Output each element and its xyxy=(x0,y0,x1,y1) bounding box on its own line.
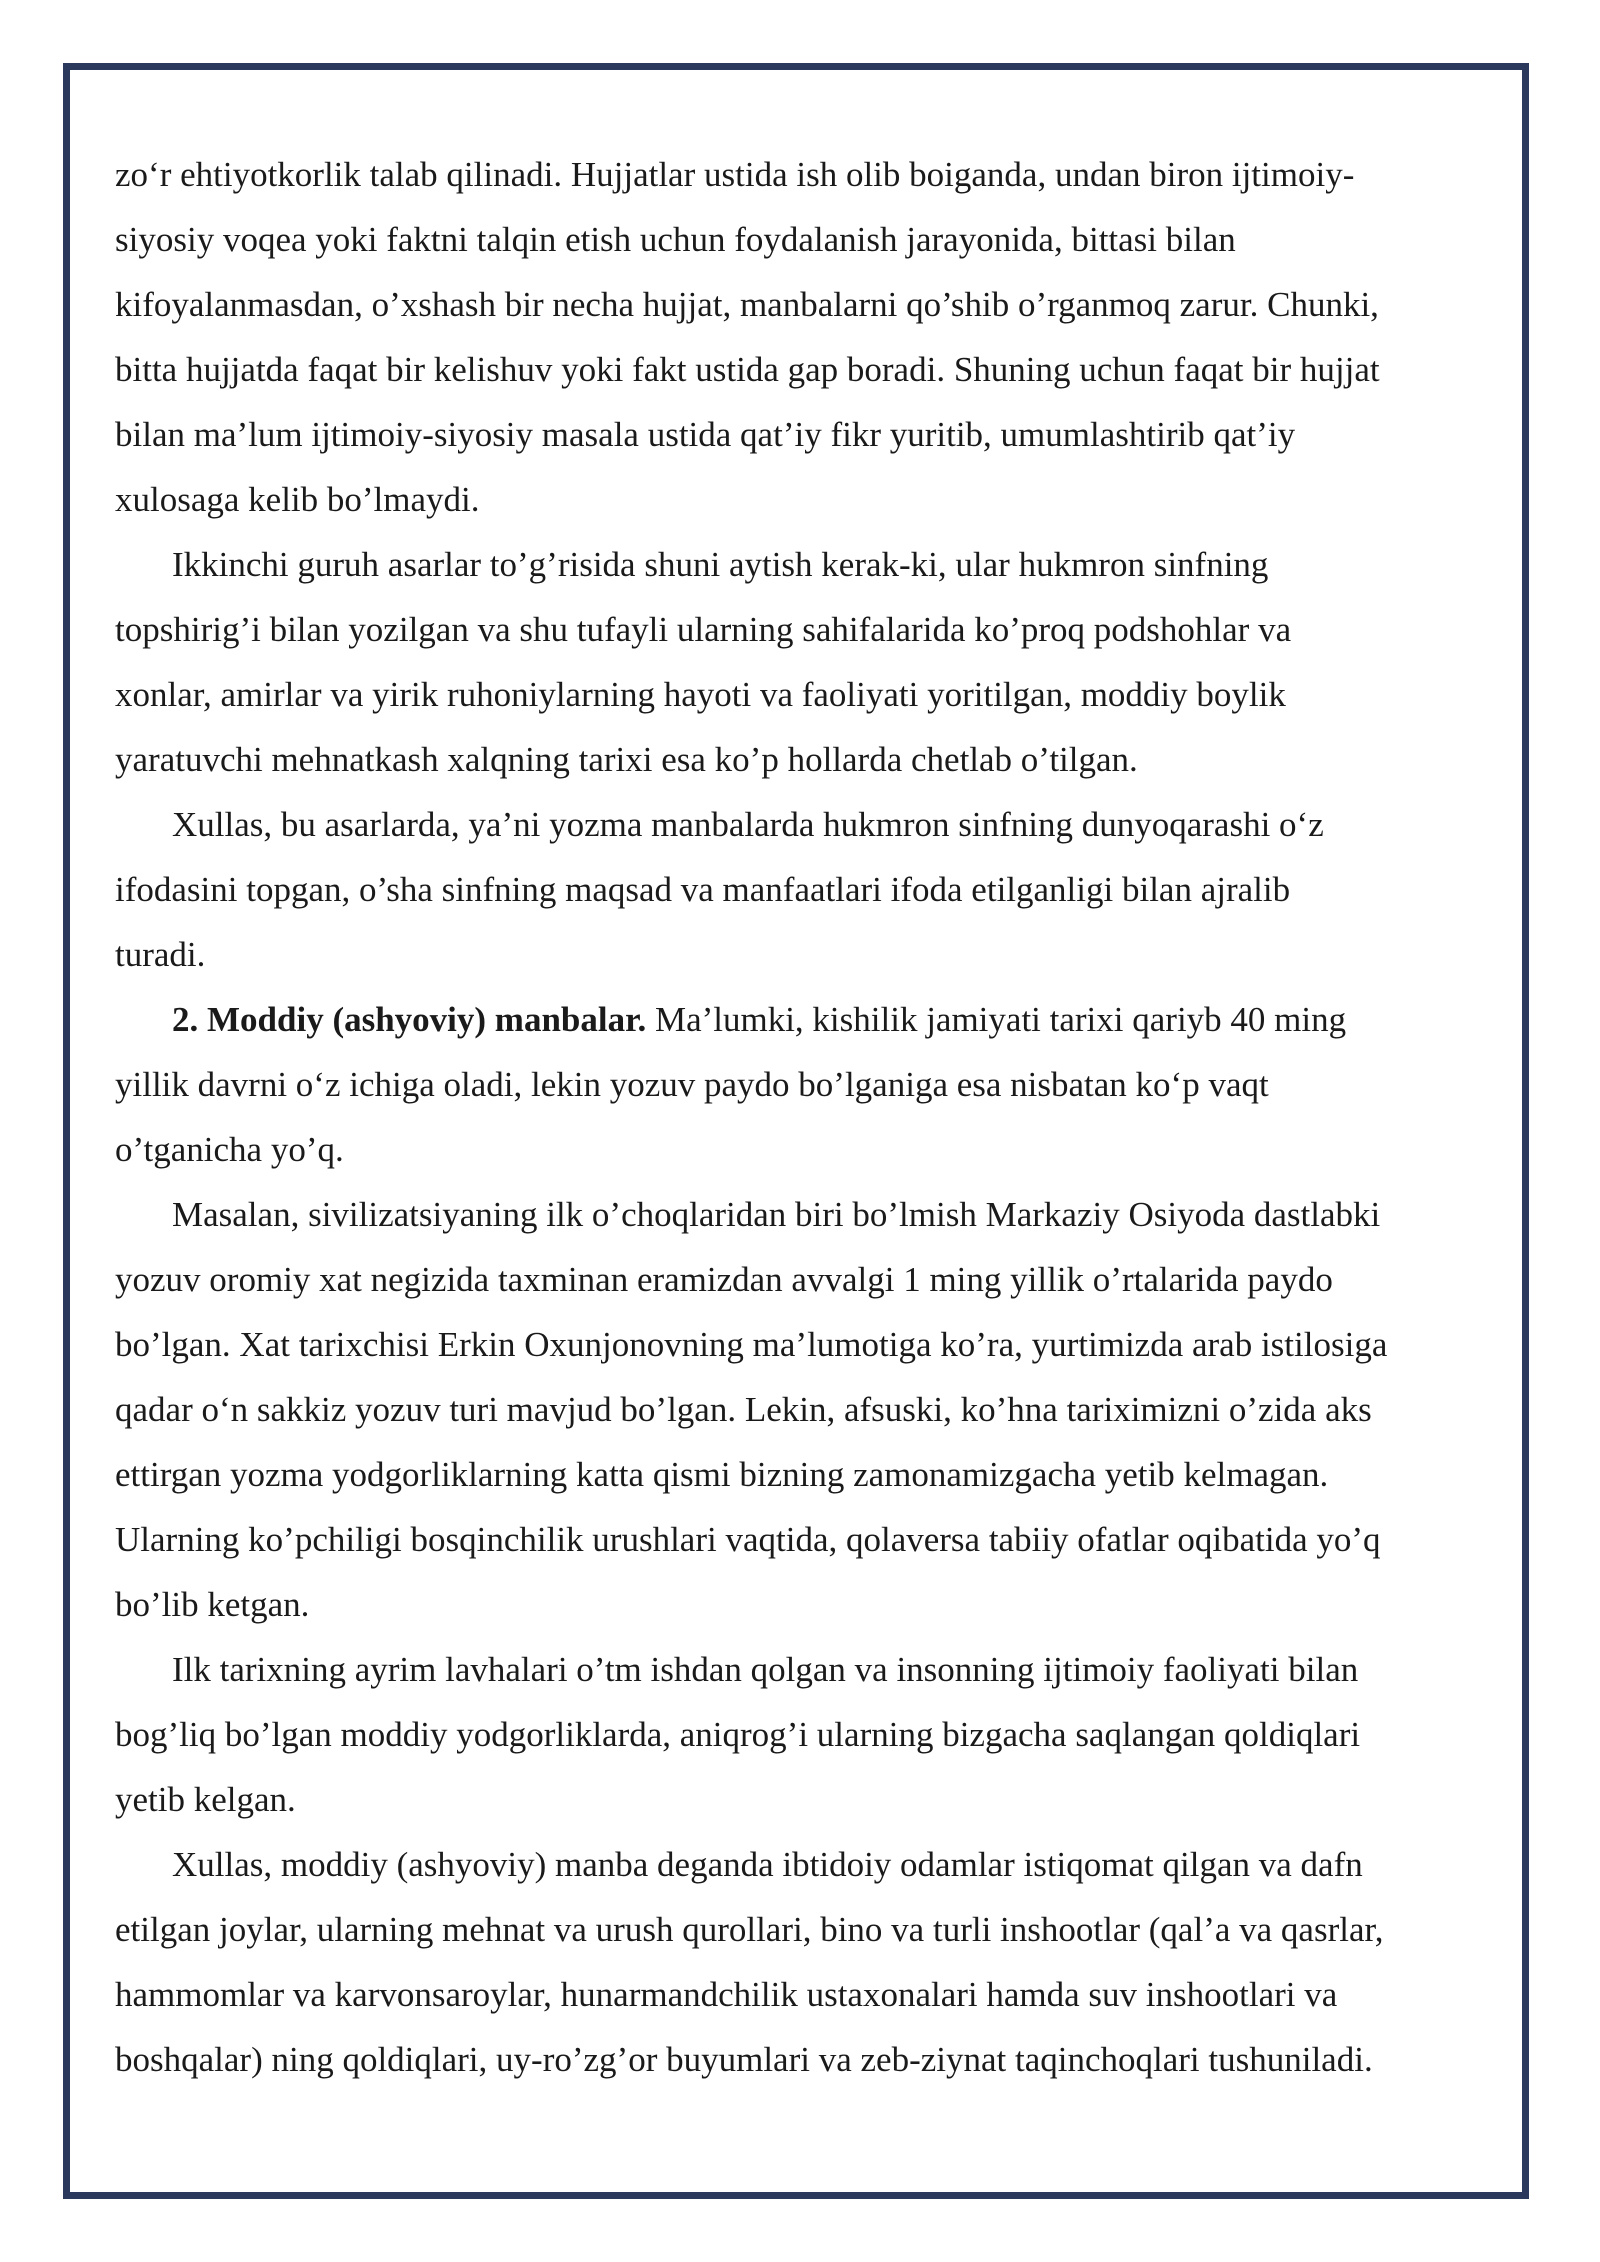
paragraph-5: Masalan, sivilizatsiyaning ilk o’choqlaridan biri bo’lmish Markaziy Osiyoda dastlabki yozuv oromiy xat negizida taxminan eramizdan avvalgi 1 ming yillik o’rtalarida paydo bo’lgan. Xat tarixchisi Erkin Oxunjonovning ma’lumotiga ko’ra, yurtimizda arab istilosiga qadar o‘n sakkiz yozuv turi mavjud bo’lgan. Lekin, afsuski, ko’hna tariximizni o’zida aks ettirgan yozma yodgorliklarning katta qismi bizning zamonamizgacha yetib kelmagan. Ularning ko’pchiligi bosqinchilik urushlari vaqtida, qolaversa tabiiy ofatlar oqibatida yo’q bo’lib ketgan. xyxy=(115,1195,1388,1624)
paragraph-3: Xullas, bu asarlarda, ya’ni yozma manbalarda hukmron sinfning dunyoqarashi o‘z ifodasini topgan, o’sha sinfning maqsad va manfaatlari ifoda etilganligi bilan ajralib turadi. xyxy=(115,805,1324,974)
document-body xyxy=(115,142,1495,2092)
paragraph-7: Xullas, moddiy (ashyoviy) manba deganda ibtidoiy odamlar istiqomat qilgan va dafn etilgan joylar, ularning mehnat va urush qurollari, bino va turli inshootlar (qal’a va qasrlar, hammomlar va karvonsaroylar, hunarmandchilik ustaxonalari hamda suv inshootlari va boshqalar) ning qoldiqlari, uy-ro’zg’or buyumlari va zeb-ziynat taqinchoqlari tushuniladi. xyxy=(115,1845,1384,2079)
paragraph-6: Ilk tarixning ayrim lavhalari o’tm ishdan qolgan va insonning ijtimoiy faoliyati bilan bog’liq bo’lgan moddiy yodgorliklarda, aniqrog’i ularning bizgacha saqlangan qoldiqlari yetib kelgan. xyxy=(115,1650,1361,1819)
paragraph-4 xyxy=(115,987,1495,1182)
section-heading: 2. Moddiy (ashyoviy) manbalar. xyxy=(172,1000,647,1039)
paragraph-2: Ikkinchi guruh asarlar to’g’risida shuni aytish kerak-ki, ular hukmron sinfning topshirig’i bilan yozilgan va shu tufayli ularning sahifalarida ko’proq podshohlar va xonlar, amirlar va yirik ruhoniylarning hayoti va faoliyati yoritilgan, moddiy boylik yaratuvchi mehnatkash xalqning tarixi esa ko’p hollarda chetlab o’tilgan. xyxy=(115,545,1292,779)
paragraph-1: zo‘r ehtiyotkorlik talab qilinadi. Hujjatlar ustida ish olib boiganda, undan biron ijtimoiy- siyosiy voqea yoki faktni talqin etish uchun foydalanish jarayonida, bittasi bilan kifoyalanmasdan, o’xshash bir necha hujjat, manbalarni qo’shib o’rganmoq zarur. Chunki, bitta hujjatda faqat bir kelishuv yoki fakt ustida gap boradi. Shuning uchun faqat bir hujjat bilan ma’lum ijtimoiy-siyosiy masala ustida qat’iy fikr yuritib, umumlashtirib qat’iy xulosaga kelib bo’lmaydi. xyxy=(115,155,1380,519)
paragraph-4-text: Ma’lumki, kishilik jamiyati tarixi qariyb 40 ming yillik davrni o‘z ichiga oladi, lekin yozuv paydo bo’lganiga esa nisbatan ko‘p vaqt o’tganicha yo’q. xyxy=(115,1000,1347,1169)
